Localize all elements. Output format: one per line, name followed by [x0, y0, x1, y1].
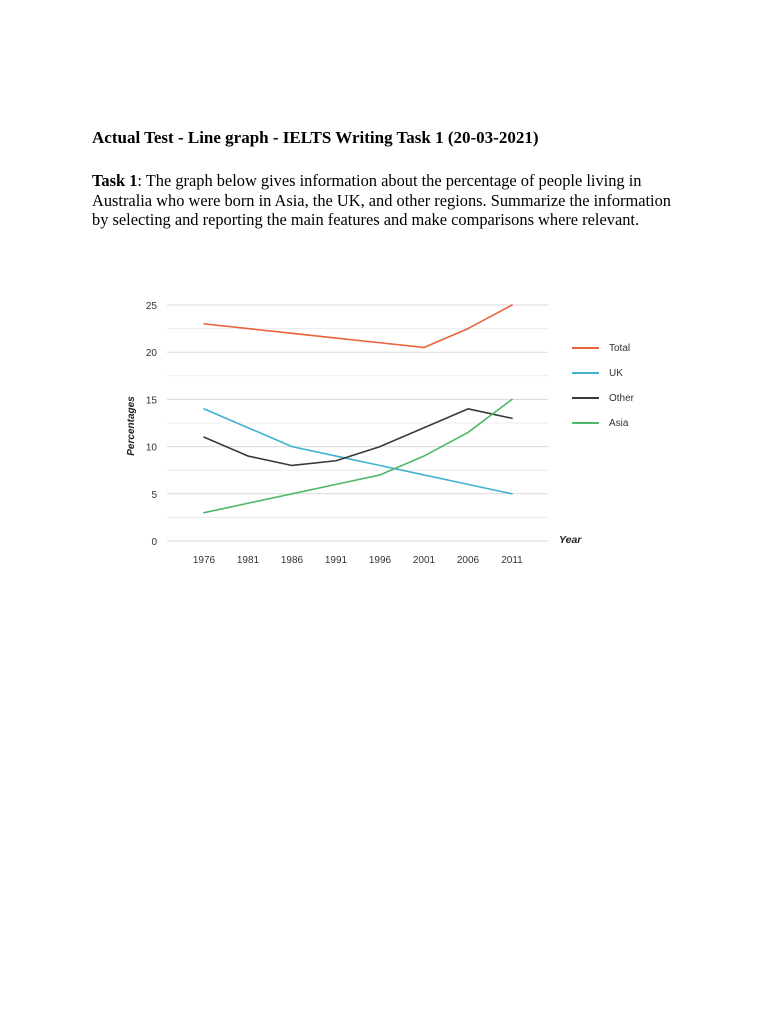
legend — [572, 343, 635, 429]
legend-label-asia: Asia — [609, 418, 629, 429]
x-tick-label: 2011 — [501, 555, 523, 566]
series-line-other — [204, 409, 512, 466]
x-tick-label: 1976 — [192, 555, 216, 566]
series-lines — [204, 305, 512, 513]
y-axis-ticks — [146, 301, 158, 548]
x-tick-label: 1991 — [324, 555, 348, 566]
x-tick-label: 1996 — [368, 555, 392, 566]
x-tick-label: 2001 — [412, 555, 436, 566]
task-body: : The graph below gives information about the percentage of people living in Australia who were born in Asia, the UK, and other regions. Summarize the information by selecting and reporting the main features and make comparisons where relevant. — [92, 171, 671, 230]
task-label: Task 1 — [92, 171, 138, 190]
task-description — [92, 171, 682, 230]
legend-label-uk: UK — [609, 368, 623, 379]
line-chart — [112, 288, 652, 578]
y-axis-label: Percentages — [126, 396, 137, 456]
y-tick-label: 5 — [151, 489, 157, 501]
x-tick-label: 1981 — [236, 555, 260, 566]
y-tick-label: 20 — [145, 348, 157, 360]
x-axis-ticks — [193, 555, 523, 566]
series-line-uk — [204, 409, 512, 494]
x-tick-label: 2006 — [456, 555, 480, 566]
y-tick-label: 0 — [151, 537, 157, 548]
series-line-total — [204, 305, 512, 347]
y-tick-label: 15 — [145, 395, 157, 407]
document-title: Actual Test - Line graph - IELTS Writing Task 1 (20-03-2021) — [92, 128, 539, 147]
y-tick-label: 25 — [145, 301, 157, 312]
x-tick-label: 1986 — [280, 555, 304, 566]
legend-label-other: Other — [609, 393, 635, 404]
x-axis-label: Year — [559, 534, 582, 546]
legend-label-total: Total — [609, 343, 631, 354]
y-tick-label: 10 — [145, 442, 157, 454]
